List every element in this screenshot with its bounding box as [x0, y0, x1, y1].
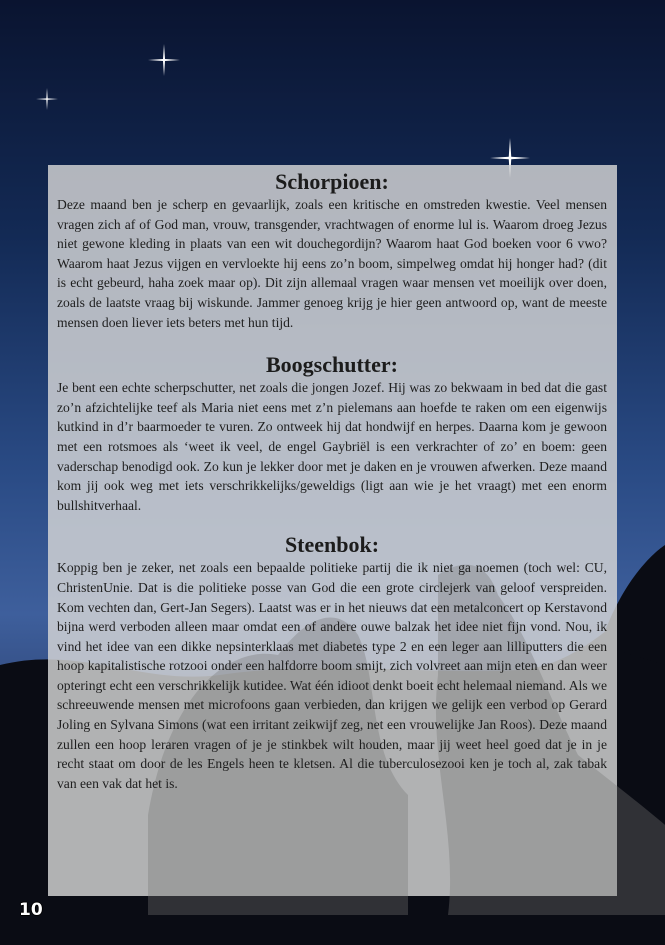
star-icon: [148, 44, 180, 76]
section-title: Schorpioen:: [275, 169, 389, 194]
star-icon: [36, 88, 58, 110]
section-title: Steenbok:: [284, 532, 380, 558]
section-body: Deze maand ben je scherp en gevaarlijk, zoals een kritische en omstreden kwestie. Veel mensen vragen zich af of God man, vrouw, transgender, vrachtwagen of enorme lul is. Waarom droeg Jezus niet gewone kleding in plaats van een wit douchegordijn? Waarom haat God boeken voor 6 vwo? Waarom haat Jezus vijgen en vervloekte hij eens zo’n boom, simpelweg omdat hij honger had? (dit is echt gebeurd, haha zoek maar op). Dit zijn allemaal vragen waar mensen vet moeilijk over doen, zoals de laatste vraag bij wiskunde. Jammer genoeg krijg je hier geen antwoord op, want de meeste mensen doen liever iets beters met hun tijd.: [57, 197, 607, 330]
page-number: 10: [19, 900, 43, 920]
section-body: Koppig ben je zeker, net zoals een bepaalde politieke partij die ik niet ga noemen (toch wel: CU, ChristenUnie. Dat is die politieke posse van God die een grote circlejerk van geloof verspreiden. Kom vechten dan, Gert-Jan Segers). Laatst was er in het nieuws dat een metalconcert op Kerstavond bijna werd verboden alleen maar omdat een of andere ouwe balzak het idee niet fijn vond. Nou, ik vind het idee van een dikke nepsinterklaas met diabetes type 2 en een leger aan lilliputters die een hoop kapitalistische rotzooi onder een halfdorre boom smijt, zich volvreet aan mijn eten en dan weer opteringt echt een verschrikkelijk kutidee. Wat één idioot denkt boeit echt helemaal niemand. Als we schreeuwende mensen met microfoons gaan verbieden, dan krijgen we gelijk een verbod op Gerard Joling en Sylvana Simons (wat een irritant zeikwijf zeg, net een vrouwelijke Jan Roos). Deze maand zullen een hoop leraren vragen of je je stinkbek wilt houden, maar jij weet heel goed dat je in je recht staat om door de les Engels heen te kletsen. Al die tuberculosezooi ken je toch al, zak tabak van een vak dat het is.: [57, 560, 607, 791]
section-steenbok: [57, 532, 607, 793]
section-boogschutter: [57, 352, 607, 515]
section-body: Je bent een echte scherpschutter, net zoals die jongen Jozef. Hij was zo bekwaam in bed dat die gast zo’n afzichtelijke teef als Maria niet eens met z’n pielemans aan hoefde te raken om een eigenwijs kutkind in d’r baarmoeder te vuren. Zo ontweek hij dat hondwijf en herpes. Daarna kom je gewoon met een rotsmoes als ‘weet ik veel, de engel Gaybriël is een verkrachter of zo’ en boem: geen vaderschap benodigd ook. Zo kun je lekker door met je daken en je vrouwen afwerken. Deze maand kom jij ook weg met iets verschrikkelijks/geweldigs (ligt aan wie je het vraagt) met een enorm bullshitverhaal.: [57, 380, 607, 513]
horoscope-panel: [48, 165, 617, 896]
section-title: Boogschutter:: [266, 352, 398, 378]
section-schorpioen: [57, 169, 607, 332]
